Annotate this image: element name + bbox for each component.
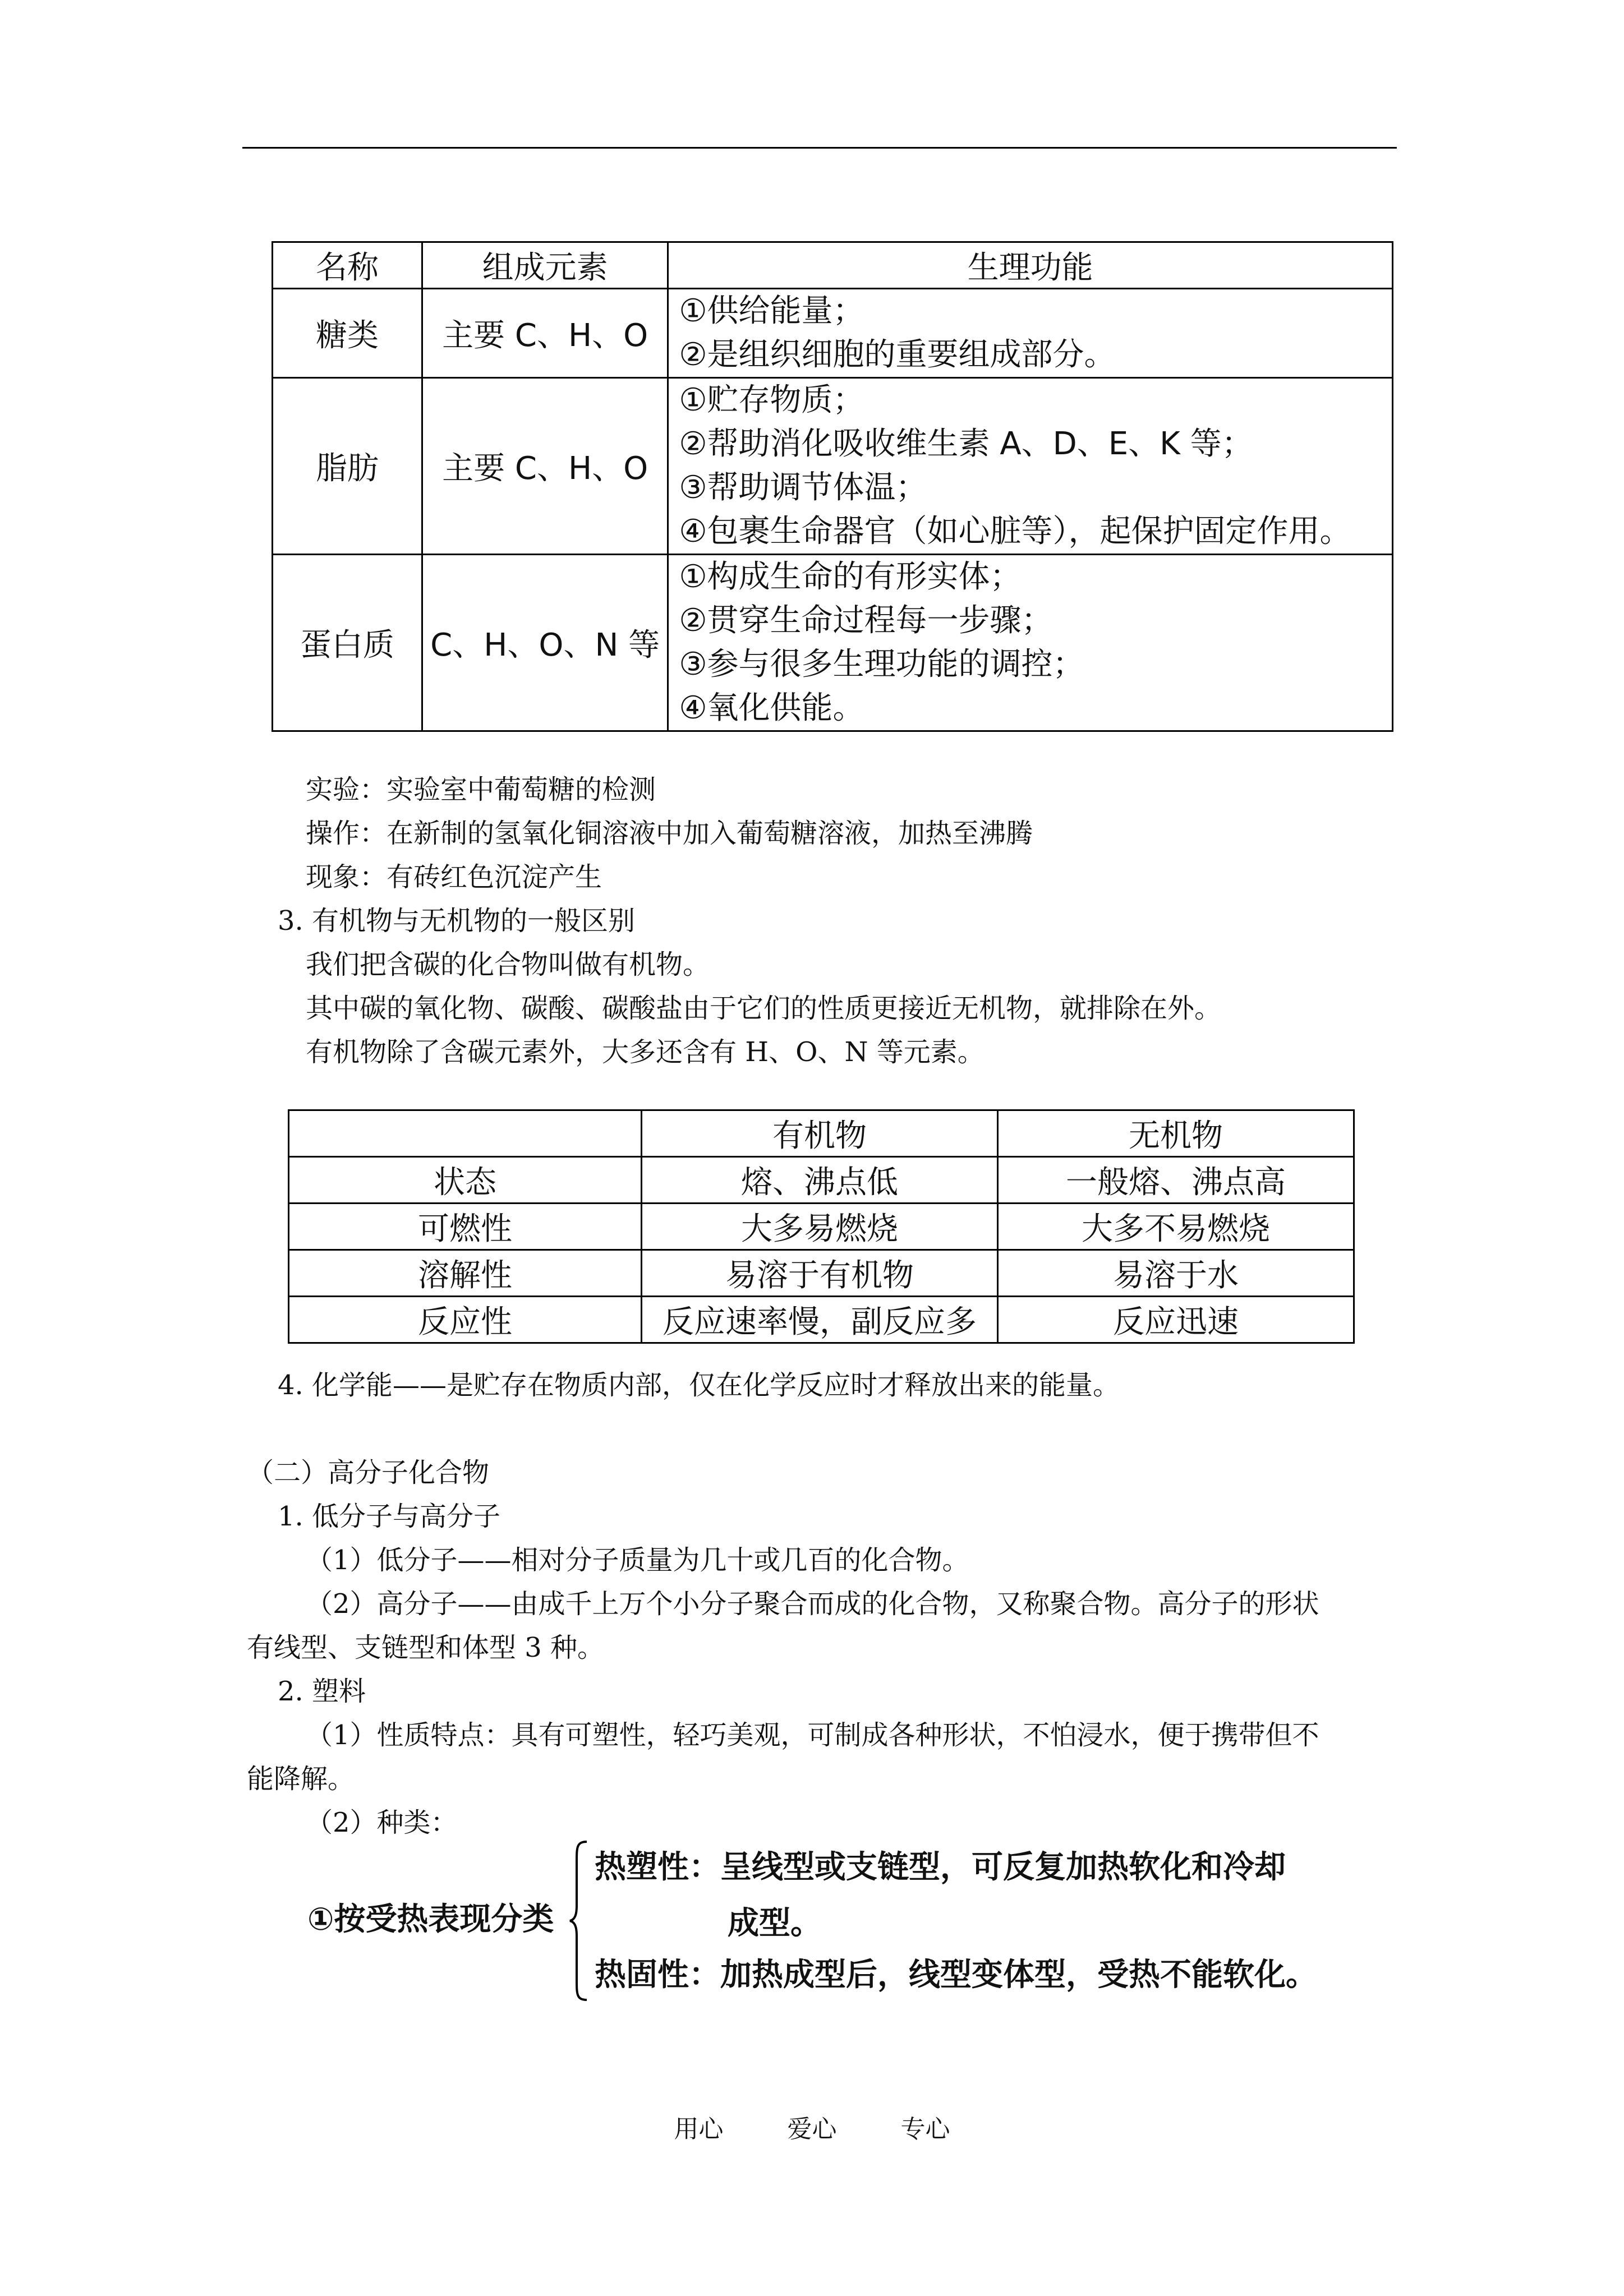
page-footer <box>0 2109 1624 2145</box>
function-item: ②帮助消化吸收维生素 A、D、E、K 等； <box>679 426 1253 462</box>
paragraph: 能降解。 <box>247 1763 355 1795</box>
thermoplastic-text: 热塑性：呈线型或支链型，可反复加热软化和冷却 <box>595 1849 1286 1885</box>
table-cell: 状态 <box>289 1157 642 1204</box>
header-organic: 有机物 <box>641 1110 997 1157</box>
thermoset-text: 热固性：加热成型后，线型变体型，受热不能软化。 <box>595 1957 1317 1993</box>
row-functions <box>668 555 1393 731</box>
function-item: ①供给能量； <box>679 293 864 329</box>
row-functions <box>668 289 1393 378</box>
table-header-row <box>289 1110 1354 1157</box>
table-cell: 反应迅速 <box>997 1297 1354 1343</box>
table-row <box>289 1250 1354 1297</box>
function-item: ③帮助调节体温； <box>679 469 927 506</box>
paragraph: （1）性质特点：具有可塑性，轻巧美观，可制成各种形状，不怕浸水，便于携带但不 <box>306 1719 1319 1751</box>
table-cell: 易溶于有机物 <box>641 1250 997 1297</box>
header-rule <box>242 147 1397 149</box>
paragraph: 有线型、支链型和体型 3 种。 <box>247 1632 605 1663</box>
table-cell: 易溶于水 <box>997 1250 1354 1297</box>
section3-paragraph: 有机物除了含碳元素外，大多还含有 H、O、N 等元素。 <box>306 1036 984 1068</box>
footer-word: 专心 <box>900 2115 950 2143</box>
row-functions <box>668 378 1393 555</box>
function-item: ①构成生命的有形实体； <box>679 559 1022 595</box>
experiment-procedure: 操作：在新制的氢氧化铜溶液中加入葡萄糖溶液，加热至沸腾 <box>306 818 1033 849</box>
paragraph: （1）低分子——相对分子质量为几十或几百的化合物。 <box>306 1545 969 1576</box>
function-item: ④包裹生命器官（如心脏等），起保护固定作用。 <box>679 513 1351 550</box>
paragraph: （2）种类： <box>306 1807 458 1838</box>
brace-icon <box>568 1839 590 2002</box>
table-cell: 大多不易燃烧 <box>997 1204 1354 1250</box>
table-row <box>273 378 1393 555</box>
table-row <box>289 1157 1354 1204</box>
function-item: ④氧化供能。 <box>679 690 864 726</box>
table-row <box>273 289 1393 378</box>
section3-paragraph: 其中碳的氧化物、碳酸、碳酸盐由于它们的性质更接近无机物，就排除在外。 <box>306 993 1222 1024</box>
experiment-observation: 现象：有砖红色沉淀产生 <box>306 861 602 893</box>
function-item: ②是组织细胞的重要组成部分。 <box>679 336 1116 373</box>
table-cell: 可燃性 <box>289 1204 642 1250</box>
row-name: 脂肪 <box>273 378 422 555</box>
row-elements: 主要 C、H、O <box>422 378 668 555</box>
nutrients-table <box>272 241 1393 732</box>
paragraph: （2）高分子——由成千上万个小分子聚合而成的化合物，又称聚合物。高分子的形状 <box>306 1588 1319 1620</box>
table-row <box>289 1297 1354 1343</box>
section3-heading: 3. 有机物与无机物的一般区别 <box>278 905 636 937</box>
row-elements: 主要 C、H、O <box>422 289 668 378</box>
subsection-heading: 2. 塑料 <box>278 1676 366 1707</box>
header-functions: 生理功能 <box>668 242 1393 289</box>
classification-label: ①按受热表现分类 <box>307 1901 554 1938</box>
header-name: 名称 <box>273 242 422 289</box>
function-item: ②贯穿生命过程每一步骤； <box>679 602 1053 639</box>
row-name: 糖类 <box>273 289 422 378</box>
footer-word: 爱心 <box>787 2115 837 2143</box>
section3-paragraph: 我们把含碳的化合物叫做有机物。 <box>306 949 710 980</box>
table-header-row <box>273 242 1393 289</box>
function-item: ③参与很多生理功能的调控； <box>679 646 1084 683</box>
row-name: 蛋白质 <box>273 555 422 731</box>
header-inorganic: 无机物 <box>997 1110 1354 1157</box>
experiment-title: 实验：实验室中葡萄糖的检测 <box>306 774 656 805</box>
table-row <box>289 1204 1354 1250</box>
row-elements: C、H、O、N 等 <box>422 555 668 731</box>
organic-inorganic-table <box>288 1109 1355 1344</box>
thermoplastic-text-cont: 成型。 <box>728 1905 822 1942</box>
table-cell: 大多易燃烧 <box>641 1204 997 1250</box>
function-item: ①贮存物质； <box>679 382 864 418</box>
part2-heading: （二）高分子化合物 <box>247 1457 490 1488</box>
subsection-heading: 1. 低分子与高分子 <box>278 1501 501 1532</box>
table-row <box>273 555 1393 731</box>
table-cell: 一般熔、沸点高 <box>997 1157 1354 1204</box>
table-cell: 溶解性 <box>289 1250 642 1297</box>
header-blank <box>289 1110 642 1157</box>
table-cell: 反应性 <box>289 1297 642 1343</box>
header-elements: 组成元素 <box>422 242 668 289</box>
table-cell: 熔、沸点低 <box>641 1157 997 1204</box>
footer-word: 用心 <box>674 2115 724 2143</box>
section4-text: 4. 化学能——是贮存在物质内部，仅在化学反应时才释放出来的能量。 <box>278 1370 1120 1401</box>
table-cell: 反应速率慢，副反应多 <box>641 1297 997 1343</box>
